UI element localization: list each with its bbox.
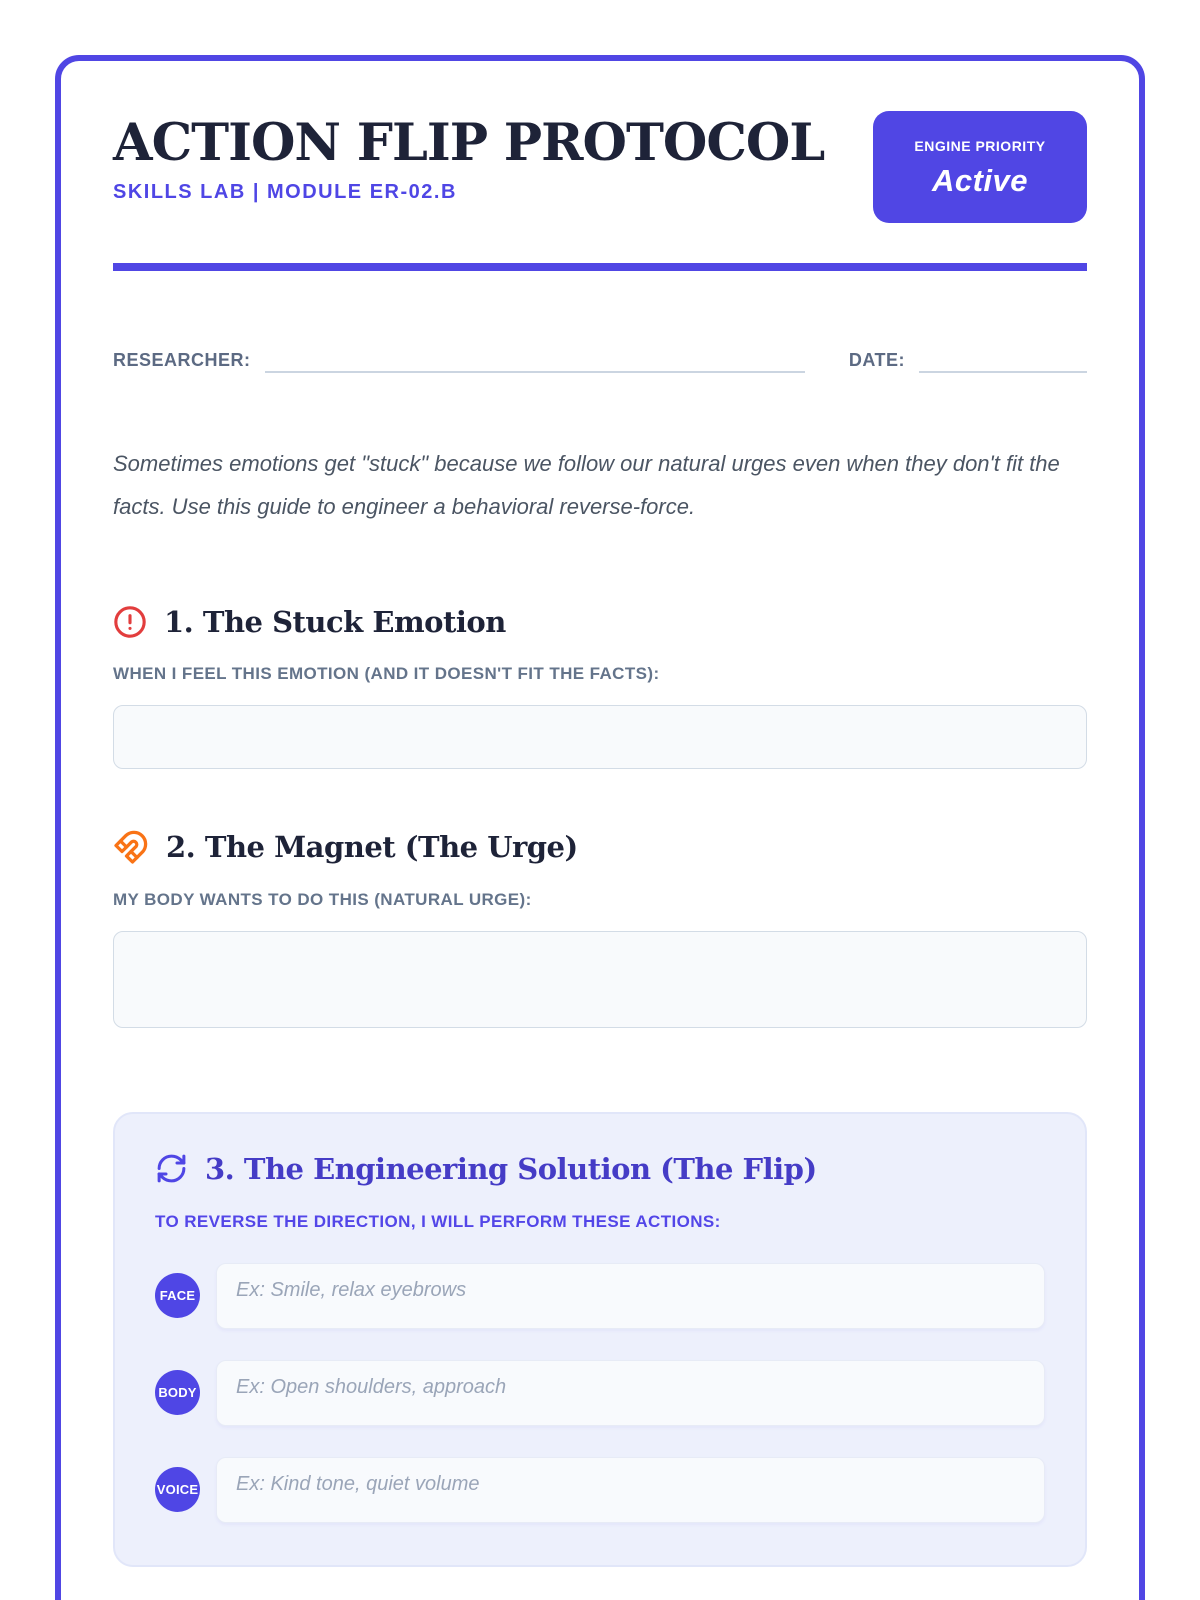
header	[113, 111, 1087, 223]
section-1-title: 1. The Stuck Emotion	[164, 604, 506, 639]
action-row-voice	[155, 1457, 1045, 1523]
section-3-label: TO REVERSE THE DIRECTION, I WILL PERFORM THESE ACTIONS:	[155, 1211, 721, 1231]
natural-urge-input[interactable]	[113, 931, 1087, 1028]
body-badge: BODY	[155, 1370, 200, 1415]
intro-paragraph: Sometimes emotions get "stuck" because we follow our natural urges even when they don't fit the facts. Use this guide to engineer a behavioral reverse-force.	[113, 451, 1060, 519]
section-2-heading	[113, 829, 1087, 865]
worksheet-frame	[55, 55, 1145, 1600]
refresh-icon	[155, 1152, 188, 1185]
face-action-input[interactable]	[216, 1263, 1045, 1329]
section-3-title: 3. The Engineering Solution (The Flip)	[205, 1151, 817, 1186]
date-label: DATE:	[848, 350, 905, 370]
action-row-face	[155, 1263, 1045, 1329]
page-title: ACTION FLIP PROTOCOL	[113, 113, 825, 173]
engine-priority-badge	[873, 111, 1087, 223]
section-stuck-emotion	[113, 605, 1087, 769]
section-flip-card	[113, 1112, 1087, 1567]
title-block	[113, 111, 824, 204]
face-badge: FACE	[155, 1273, 200, 1318]
section-1-label: WHEN I FEEL THIS EMOTION (AND IT DOESN'T FIT THE FACTS):	[113, 663, 660, 683]
stuck-emotion-input[interactable]	[113, 705, 1087, 769]
body-action-input[interactable]	[216, 1360, 1045, 1426]
header-divider	[113, 263, 1087, 271]
badge-label: ENGINE PRIORITY	[914, 138, 1046, 154]
magnet-icon	[113, 829, 149, 865]
section-magnet	[113, 829, 1087, 1028]
researcher-input[interactable]	[265, 345, 805, 373]
section-1-heading	[113, 605, 1087, 639]
page-subtitle: SKILLS LAB | MODULE ER-02.B	[113, 180, 457, 203]
voice-action-input[interactable]	[216, 1457, 1045, 1523]
voice-badge: VOICE	[155, 1467, 200, 1512]
section-3-heading	[155, 1152, 1045, 1186]
meta-row	[113, 345, 1087, 373]
action-row-body	[155, 1360, 1045, 1426]
researcher-label: RESEARCHER:	[113, 350, 251, 370]
alert-circle-icon	[113, 605, 147, 639]
section-2-label: MY BODY WANTS TO DO THIS (NATURAL URGE):	[113, 889, 532, 909]
badge-value: Active	[931, 163, 1029, 198]
date-input[interactable]	[919, 345, 1087, 373]
section-2-title: 2. The Magnet (The Urge)	[166, 829, 578, 864]
